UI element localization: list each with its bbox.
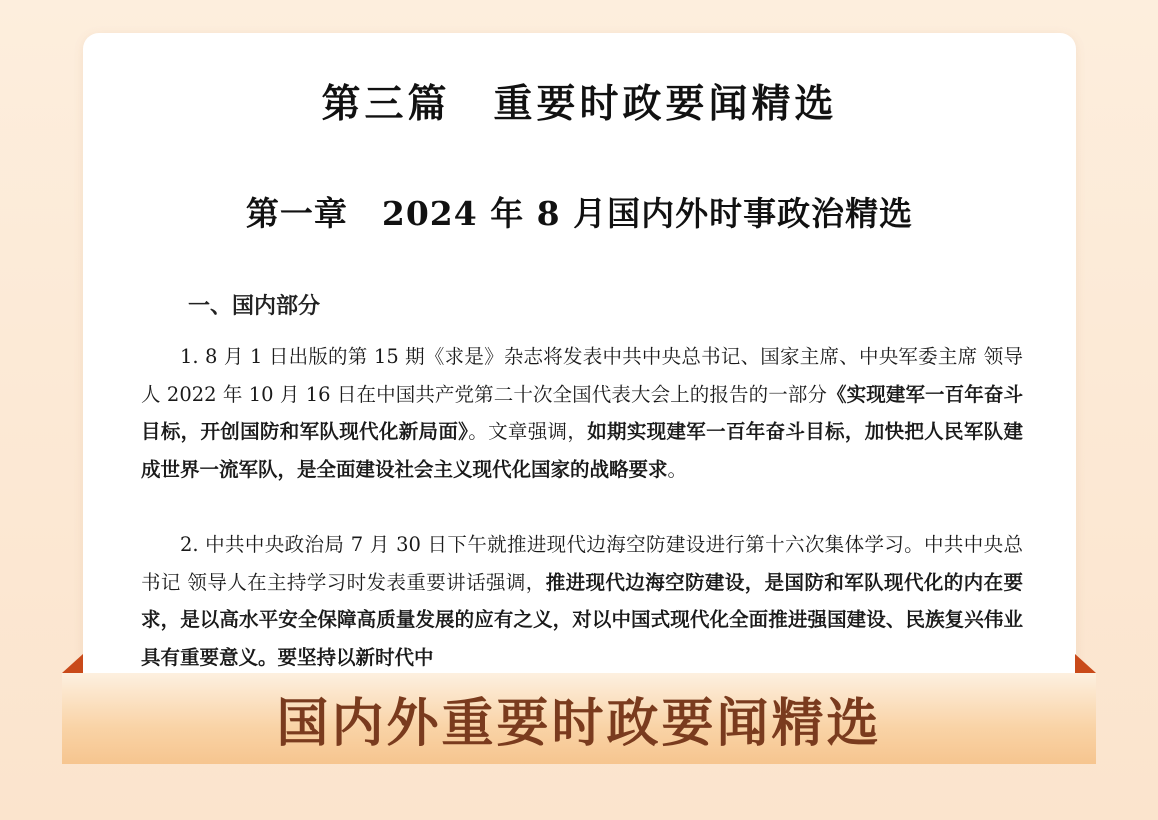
ribbon-fold-left xyxy=(62,654,83,673)
chapter-title: 第一章 2024 年 8 月国内外时事政治精选 xyxy=(245,194,914,233)
news-item-1 xyxy=(141,338,1023,488)
part-title: 第三篇 重要时政要闻精选 xyxy=(321,82,838,127)
ribbon-fold-right xyxy=(1075,654,1096,673)
news-item-1-article-title: 《实现建军一百年奋斗目标，开创国防和军队现代化新局面》 xyxy=(141,382,1023,443)
section-heading: 一、国内部分 xyxy=(188,294,321,319)
news-item-1-text: 1. 8 月 1 日出版的第 15 期《求是》杂志将发表中共中央总书记、国家主席、中央军委主席 领导人 2022 年 10 月 16 日在中国共产党第二十次全国代表大会上的报告的一部分 xyxy=(141,345,1023,406)
title-banner xyxy=(62,673,1096,764)
news-item-1-text: 。文章强调， xyxy=(468,420,588,443)
news-item-2 xyxy=(141,526,1023,676)
banner-title: 国内外重要时政要闻精选 xyxy=(276,694,882,754)
news-item-1-emphasis: 如期实现建军一百年奋斗目标，加快把人民军队建成世界一流军队，是全面建设社会主义现代化国家的战略要求 xyxy=(141,420,1023,481)
news-item-2-emphasis: 推进现代边海空防建设，是国防和军队现代化的内在要求，是以高水平安全保障高质量发展的应有之义，对以中国式现代化全面推进强国建设、民族复兴伟业具有重要意义。要坚持以新时代中 xyxy=(141,570,1023,669)
news-item-1-text: 。 xyxy=(667,457,688,481)
news-item-2-text: 2. 中共中央政治局 7 月 30 日下午就推进现代边海空防建设进行第十六次集体学习。中共中央总书记 领导人在主持学习时发表重要讲话强调， xyxy=(141,533,1023,594)
document-page xyxy=(83,33,1076,713)
